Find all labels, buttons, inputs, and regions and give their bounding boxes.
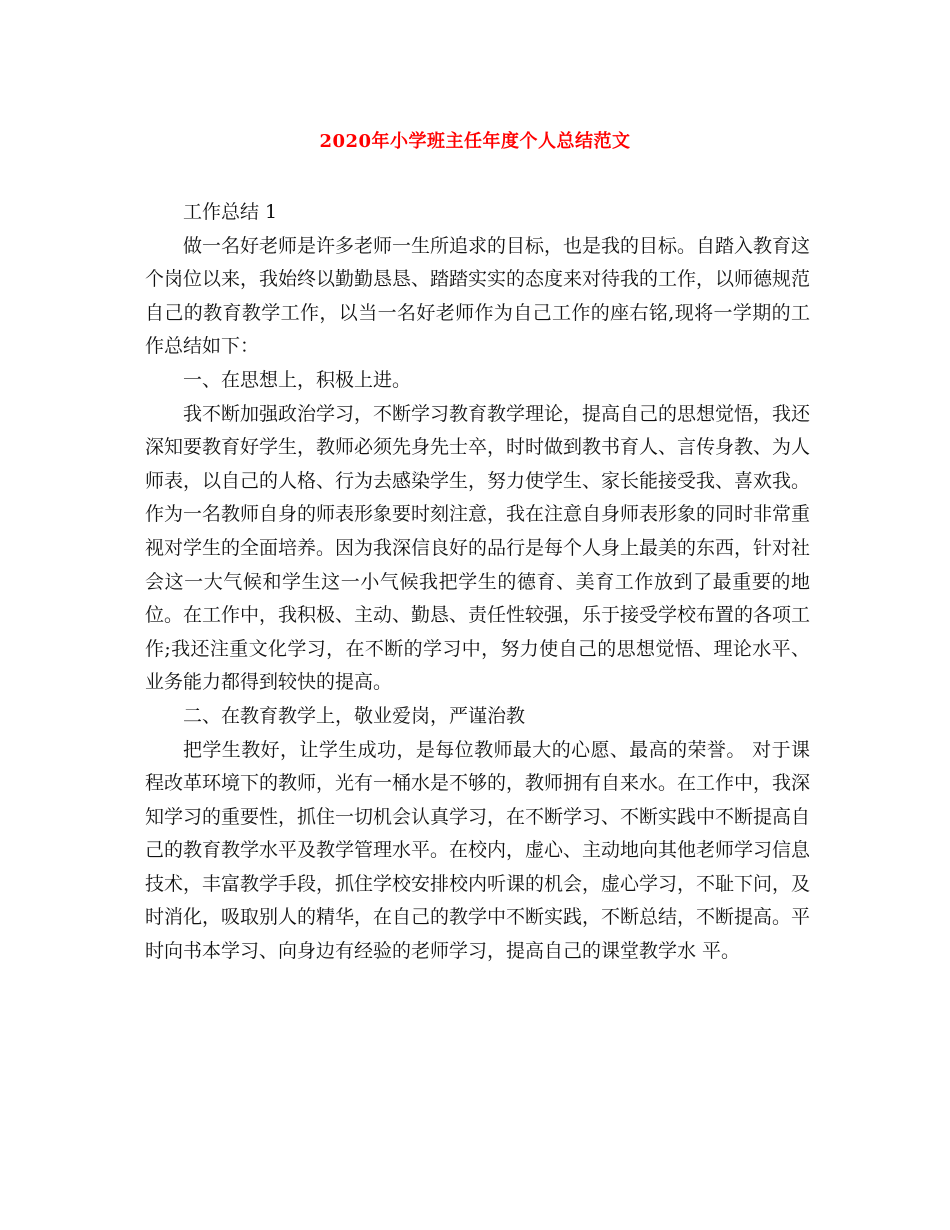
document-body bbox=[145, 196, 810, 969]
thought-paragraph: 我不断加强政治学习，不断学习教育教学理论，提高自己的思想觉悟，我还深知要教育好学生，教师必须先身先士卒，时时做到教书育人、言传身教、为人师表，以自己的人格、行为去感染学生，努力使学生、家长能接受我、喜欢我。作为一名教师自身的师表形象要时刻注意，我在注意自身师表形象的同时非常重视对学生的全面培养。因为我深信良好的品行是每个人身上最美的东西，针对社会这一大气候和学生这一小气候我把学生的德育、美育工作放到了最重要的地位。在工作中，我积极、主动、勤恳、责任性较强，乐于接受学校布置的各项工作;我还注重文化学习，在不断的学习中，努力使自己的思想觉悟、理论水平、业务能力都得到较快的提高。 bbox=[145, 402, 811, 694]
section-heading-thought: 一、在思想上，积极上进。 bbox=[183, 368, 412, 391]
document-title: 2020年小学班主任年度个人总结范文 bbox=[319, 131, 631, 152]
section-heading-teaching: 二、在教育教学上，敬业爱岗，严谨治教 bbox=[183, 704, 526, 727]
teaching-paragraph: 把学生教好，让学生成功，是每位教师最大的心愿、最高的荣誉。 对于课程改革环境下的教师，光有一桶水是不够的，教师拥有自来水。在工作中，我深知学习的重要性，抓住一切机会认真学习，在不断学习、不断实践中不断提高自己的教育教学水平及教学管理水平。在校内，虚心、主动地向其他老师学习信息技术，丰富教学手段，抓住学校安排校内听课的机会，虚心学习，不耻下问，及时消化，吸取别人的精华，在自己的教学中不断实践，不断总结，不断提高。平时向书本学习、向身边有经验的老师学习，提高自己的课堂教学水 平。 bbox=[145, 738, 811, 963]
section-heading-work-summary: 工作总结 1 bbox=[183, 201, 278, 223]
intro-paragraph: 做一名好老师是许多老师一生所追求的目标，也是我的目标。自踏入教育这个岗位以来，我始终以勤勤恳恳、踏踏实实的态度来对待我的工作，以师德规范自己的教育教学工作，以当一名好老师作为自己工作的座右铭,现将一学期的工作总结如下： bbox=[145, 234, 811, 358]
